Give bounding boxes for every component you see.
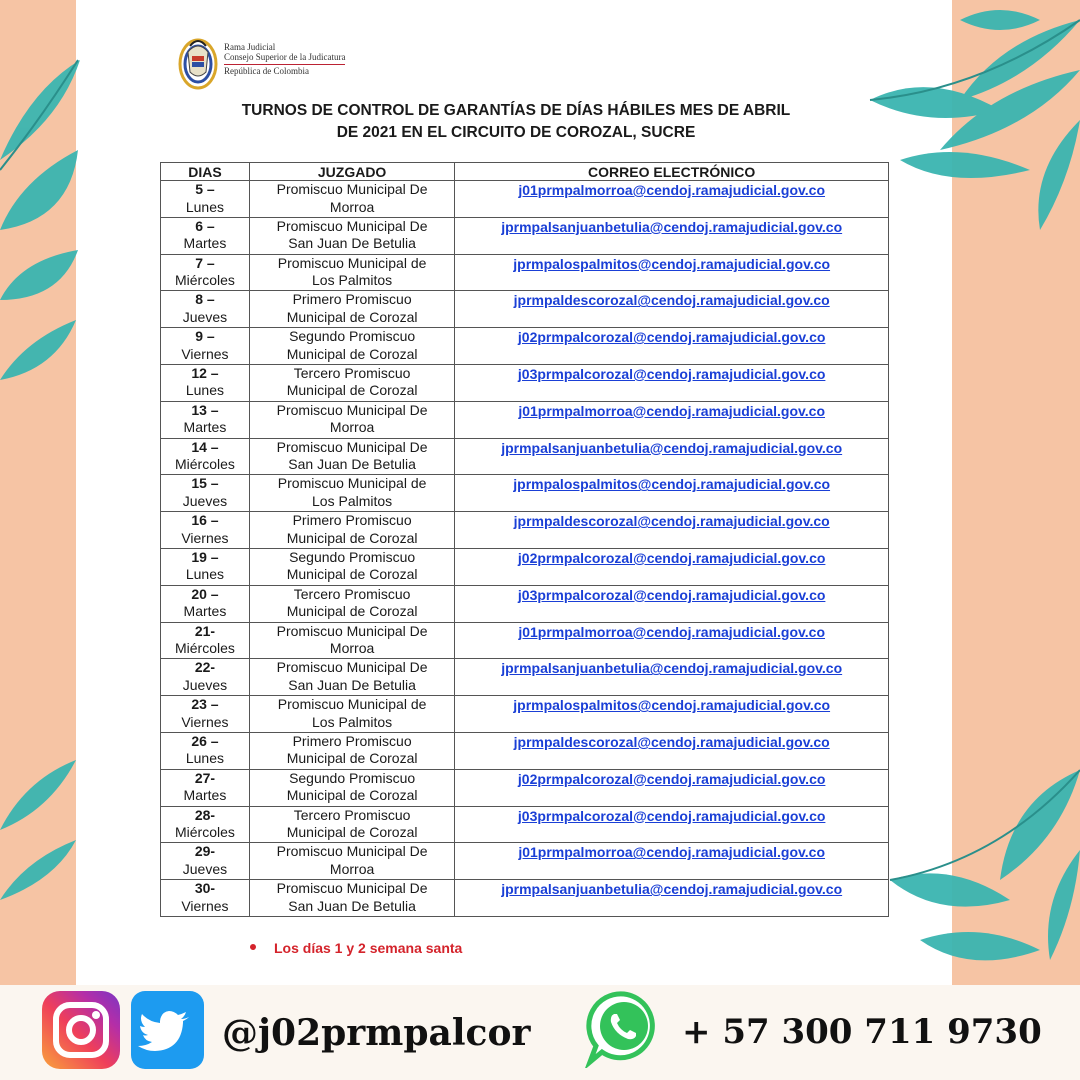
email-link[interactable]: jprmpalospalmitos@cendoj.ramajudicial.gov.co — [513, 255, 831, 272]
juzgado-line-1: Promiscuo Municipal de — [277, 696, 427, 713]
juzgado-line-2: Los Palmitos — [312, 272, 393, 289]
juzgado-line-1: Tercero Promiscuo — [293, 585, 411, 602]
table-row — [161, 291, 889, 328]
table-row — [161, 696, 889, 733]
day-cell — [161, 328, 250, 365]
document-title — [176, 100, 856, 144]
juzgado-line-2: San Juan De Betulia — [288, 676, 416, 693]
email-cell — [455, 659, 889, 696]
email-cell — [455, 585, 889, 622]
bullet-icon — [250, 944, 256, 950]
table-row — [161, 181, 889, 218]
email-cell — [455, 181, 889, 218]
day-name: Martes — [183, 787, 227, 804]
juzgado-line-1: Promiscuo Municipal De — [276, 843, 428, 860]
juzgado-line-2: Los Palmitos — [312, 492, 393, 509]
social-handle: @j02prmpalcor — [222, 1012, 531, 1054]
title-line-1: TURNOS DE CONTROL DE GARANTÍAS DE DÍAS HÁBILES MES DE ABRIL — [241, 102, 791, 119]
day-cell — [161, 585, 250, 622]
day-number: 12 – — [191, 364, 219, 381]
day-name: Viernes — [181, 713, 229, 730]
juzgado-line-2: Los Palmitos — [312, 713, 393, 730]
title-line-2: DE 2021 EN EL CIRCUITO DE COROZAL, SUCRE — [336, 124, 696, 141]
juzgado-cell — [249, 548, 454, 585]
juzgado-line-1: Primero Promiscuo — [292, 291, 412, 308]
email-cell — [455, 217, 889, 254]
juzgado-line-2: Municipal de Corozal — [286, 566, 418, 583]
juzgado-line-2: San Juan De Betulia — [288, 456, 416, 473]
email-cell — [455, 328, 889, 365]
table-row — [161, 622, 889, 659]
day-cell — [161, 806, 250, 843]
email-link[interactable]: jprmpalsanjuanbetulia@cendoj.ramajudicial.gov.co — [501, 881, 843, 898]
email-link[interactable]: j01prmpalmorroa@cendoj.ramajudicial.gov.co — [518, 402, 826, 419]
email-link[interactable]: jprmpaldescorozal@cendoj.ramajudicial.gov.co — [513, 513, 830, 530]
day-number: 20 – — [191, 585, 219, 602]
juzgado-cell — [249, 769, 454, 806]
juzgado-cell — [249, 438, 454, 475]
table-row — [161, 548, 889, 585]
juzgado-cell — [249, 217, 454, 254]
day-number: 22- — [194, 659, 216, 676]
juzgado-cell — [249, 880, 454, 917]
day-name: Lunes — [185, 750, 225, 767]
day-name: Martes — [183, 235, 227, 252]
day-name: Jueves — [182, 676, 228, 693]
juzgado-line-1: Segundo Promiscuo — [289, 769, 416, 786]
day-number: 27- — [194, 769, 216, 786]
email-cell — [455, 512, 889, 549]
email-link[interactable]: j03prmpalcorozal@cendoj.ramajudicial.gov.co — [517, 807, 826, 824]
email-link[interactable]: j02prmpalcorozal@cendoj.ramajudicial.gov.co — [517, 770, 826, 787]
table-row — [161, 438, 889, 475]
table-row — [161, 585, 889, 622]
table-row — [161, 217, 889, 254]
juzgado-line-2: Morroa — [329, 419, 375, 436]
table-row — [161, 843, 889, 880]
juzgado-cell — [249, 696, 454, 733]
day-cell — [161, 732, 250, 769]
day-number: 23 – — [191, 696, 219, 713]
juzgado-cell — [249, 512, 454, 549]
day-name: Jueves — [182, 308, 228, 325]
table-header-row — [161, 163, 889, 181]
turnos-table — [160, 162, 889, 917]
table-row — [161, 364, 889, 401]
day-cell — [161, 217, 250, 254]
email-cell — [455, 364, 889, 401]
juzgado-line-1: Promiscuo Municipal De — [276, 401, 428, 418]
day-cell — [161, 548, 250, 585]
table-row — [161, 806, 889, 843]
juzgado-line-1: Promiscuo Municipal De — [276, 181, 428, 197]
juzgado-line-2: Municipal de Corozal — [286, 750, 418, 767]
juzgado-cell — [249, 475, 454, 512]
right-decor-panel — [952, 0, 1080, 985]
table-row — [161, 512, 889, 549]
email-link[interactable]: jprmpalsanjuanbetulia@cendoj.ramajudicial.gov.co — [501, 660, 843, 677]
day-number: 14 – — [191, 438, 219, 455]
juzgado-line-1: Promiscuo Municipal De — [276, 880, 428, 897]
juzgado-line-1: Segundo Promiscuo — [289, 328, 416, 345]
day-cell — [161, 401, 250, 438]
email-link[interactable]: jprmpalsanjuanbetulia@cendoj.ramajudicial.gov.co — [501, 218, 843, 235]
day-cell — [161, 622, 250, 659]
juzgado-cell — [249, 364, 454, 401]
email-link[interactable]: j01prmpalmorroa@cendoj.ramajudicial.gov.co — [518, 844, 826, 861]
table-row — [161, 475, 889, 512]
table-row — [161, 401, 889, 438]
email-link[interactable]: j01prmpalmorroa@cendoj.ramajudicial.gov.co — [518, 623, 826, 640]
day-name: Viernes — [181, 345, 229, 362]
juzgado-line-2: San Juan De Betulia — [288, 897, 416, 914]
rama-judicial-logo — [176, 32, 416, 96]
juzgado-line-1: Promiscuo Municipal de — [277, 254, 427, 271]
email-cell — [455, 254, 889, 291]
juzgado-cell — [249, 732, 454, 769]
email-link[interactable]: jprmpalospalmitos@cendoj.ramajudicial.gov.co — [513, 476, 831, 493]
email-link[interactable]: jprmpalospalmitos@cendoj.ramajudicial.gov.co — [513, 697, 831, 714]
juzgado-line-1: Primero Promiscuo — [292, 732, 412, 749]
table-row — [161, 880, 889, 917]
juzgado-cell — [249, 181, 454, 218]
email-cell — [455, 438, 889, 475]
juzgado-line-2: San Juan De Betulia — [288, 235, 416, 252]
juzgado-line-2: Municipal de Corozal — [286, 382, 418, 399]
table-row — [161, 659, 889, 696]
phone-number: + 57 300 711 9730 — [682, 1012, 1042, 1052]
day-name: Miércoles — [174, 824, 235, 841]
coat-of-arms-icon — [176, 32, 220, 92]
juzgado-line-2: Municipal de Corozal — [286, 787, 418, 804]
day-name: Lunes — [185, 198, 225, 215]
table-row — [161, 769, 889, 806]
juzgado-line-1: Promiscuo Municipal De — [276, 438, 428, 455]
email-cell — [455, 291, 889, 328]
header-juzgado: JUZGADO — [249, 163, 454, 181]
email-link[interactable]: jprmpaldescorozal@cendoj.ramajudicial.gov.co — [513, 733, 830, 750]
header-dias: DIAS — [161, 163, 250, 181]
email-cell — [455, 622, 889, 659]
email-cell — [455, 880, 889, 917]
email-link[interactable]: jprmpaldescorozal@cendoj.ramajudicial.gov.co — [513, 292, 830, 309]
day-number: 15 – — [191, 475, 219, 492]
juzgado-line-1: Promiscuo Municipal De — [276, 622, 428, 639]
instagram-icon[interactable] — [42, 991, 120, 1069]
juzgado-line-1: Promiscuo Municipal de — [277, 475, 427, 492]
email-cell — [455, 401, 889, 438]
document-page — [76, 0, 952, 985]
day-name: Martes — [183, 419, 227, 436]
holiday-note — [250, 940, 462, 956]
table-row — [161, 732, 889, 769]
juzgado-line-2: Municipal de Corozal — [286, 345, 418, 362]
day-cell — [161, 291, 250, 328]
day-number: 21- — [194, 622, 216, 639]
day-cell — [161, 254, 250, 291]
email-cell — [455, 769, 889, 806]
day-number: 19 – — [191, 548, 219, 565]
email-link[interactable]: j03prmpalcorozal@cendoj.ramajudicial.gov.co — [517, 586, 826, 603]
email-link[interactable]: j01prmpalmorroa@cendoj.ramajudicial.gov.co — [518, 182, 826, 198]
day-cell — [161, 769, 250, 806]
email-cell — [455, 475, 889, 512]
email-cell — [455, 806, 889, 843]
juzgado-line-1: Segundo Promiscuo — [289, 548, 416, 565]
logo-line-3: República de Colombia — [224, 64, 345, 76]
day-cell — [161, 880, 250, 917]
juzgado-cell — [249, 401, 454, 438]
day-number: 9 – — [195, 328, 215, 345]
email-cell — [455, 548, 889, 585]
juzgado-line-2: Municipal de Corozal — [286, 603, 418, 620]
day-number: 29- — [194, 843, 216, 860]
juzgado-cell — [249, 659, 454, 696]
day-cell — [161, 512, 250, 549]
day-number: 5 – — [195, 181, 215, 197]
day-name: Miércoles — [174, 456, 235, 473]
day-name: Viernes — [181, 529, 229, 546]
juzgado-cell — [249, 622, 454, 659]
holiday-note-text: Los días 1 y 2 semana santa — [274, 940, 463, 956]
day-cell — [161, 438, 250, 475]
day-number: 8 – — [195, 291, 215, 308]
juzgado-cell — [249, 843, 454, 880]
juzgado-cell — [249, 806, 454, 843]
whatsapp-icon[interactable] — [584, 988, 664, 1068]
juzgado-cell — [249, 585, 454, 622]
juzgado-line-2: Morroa — [329, 640, 375, 657]
day-name: Lunes — [185, 382, 225, 399]
day-number: 16 – — [191, 512, 219, 529]
email-cell — [455, 843, 889, 880]
day-cell — [161, 475, 250, 512]
logo-line-2: Consejo Superior de la Judicatura — [224, 52, 346, 62]
day-name: Martes — [183, 603, 227, 620]
day-cell — [161, 364, 250, 401]
juzgado-line-1: Promiscuo Municipal De — [276, 659, 428, 676]
day-name: Jueves — [182, 492, 228, 509]
logo-line-1: Rama Judicial — [224, 42, 276, 52]
juzgado-cell — [249, 328, 454, 365]
juzgado-line-1: Primero Promiscuo — [292, 512, 412, 529]
juzgado-line-1: Promiscuo Municipal De — [276, 217, 428, 234]
email-link[interactable]: j03prmpalcorozal@cendoj.ramajudicial.gov.co — [517, 365, 826, 382]
twitter-icon[interactable] — [131, 991, 204, 1069]
day-number: 28- — [194, 806, 216, 823]
juzgado-line-2: Municipal de Corozal — [286, 529, 418, 546]
email-cell — [455, 732, 889, 769]
day-cell — [161, 181, 250, 218]
email-link[interactable]: j02prmpalcorozal@cendoj.ramajudicial.gov.co — [517, 549, 826, 566]
email-cell — [455, 696, 889, 733]
table-row — [161, 328, 889, 365]
juzgado-line-2: Municipal de Corozal — [286, 308, 418, 325]
header-correo: CORREO ELECTRÓNICO — [455, 163, 889, 181]
day-cell — [161, 659, 250, 696]
day-name: Miércoles — [174, 272, 235, 289]
day-name: Miércoles — [174, 640, 235, 657]
juzgado-cell — [249, 291, 454, 328]
day-number: 6 – — [195, 217, 215, 234]
email-link[interactable]: j02prmpalcorozal@cendoj.ramajudicial.gov.co — [517, 329, 826, 346]
juzgado-line-1: Tercero Promiscuo — [293, 806, 411, 823]
day-number: 7 – — [195, 254, 215, 271]
day-number: 26 – — [191, 732, 219, 749]
day-name: Viernes — [181, 897, 229, 914]
day-number: 13 – — [191, 401, 219, 418]
day-cell — [161, 843, 250, 880]
day-number: 30- — [194, 880, 216, 897]
juzgado-line-2: Morroa — [329, 198, 375, 215]
day-name: Lunes — [185, 566, 225, 583]
juzgado-line-2: Morroa — [329, 860, 375, 877]
day-cell — [161, 696, 250, 733]
day-name: Jueves — [182, 860, 228, 877]
juzgado-cell — [249, 254, 454, 291]
juzgado-line-2: Municipal de Corozal — [286, 824, 418, 841]
juzgado-line-1: Tercero Promiscuo — [293, 364, 411, 381]
email-link[interactable]: jprmpalsanjuanbetulia@cendoj.ramajudicial.gov.co — [501, 439, 843, 456]
left-decor-panel — [0, 0, 76, 985]
table-row — [161, 254, 889, 291]
